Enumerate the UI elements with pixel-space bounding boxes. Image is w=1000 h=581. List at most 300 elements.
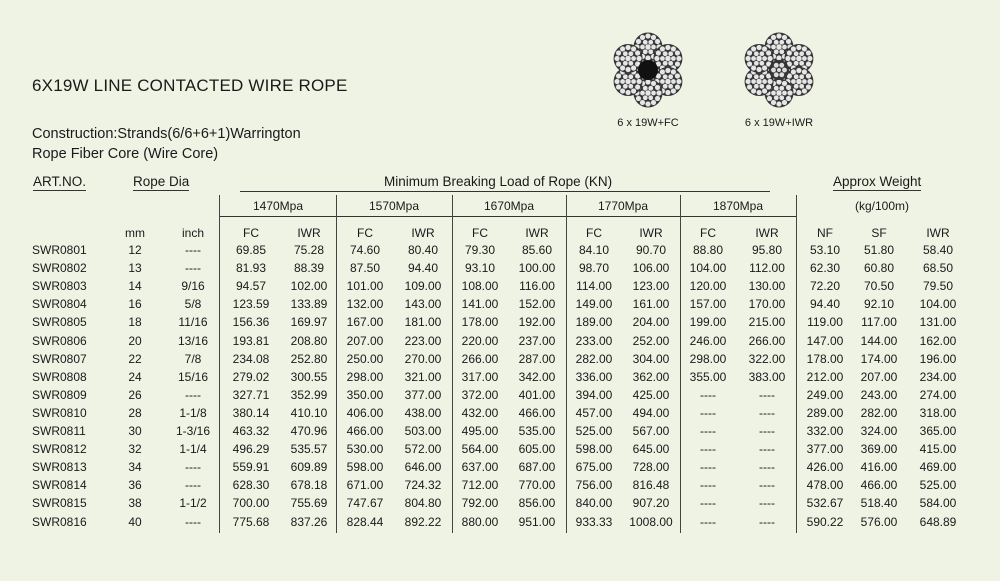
table-cell: 609.89 — [290, 460, 328, 475]
table-cell: 324.00 — [860, 424, 898, 438]
table-cell: 535.57 — [290, 442, 328, 457]
table-cell: 525.00 — [575, 424, 613, 438]
table-cell: 15/16 — [177, 369, 209, 384]
table-cell: 362.00 — [632, 369, 670, 384]
table-row — [0, 388, 1000, 406]
table-cell: 559.91 — [232, 460, 270, 475]
table-cell: 36 — [128, 478, 142, 493]
table-cell: 828.44 — [346, 514, 384, 529]
table-cell: 20 — [128, 333, 142, 348]
table-cell: 220.00 — [461, 333, 499, 348]
table-cell: ---- — [700, 405, 716, 420]
art-no-header: ART.NO. — [33, 174, 87, 189]
mm-column-header: mm — [125, 226, 145, 240]
table-cell: 69.85 — [235, 243, 267, 257]
table-cell: 14 — [128, 279, 142, 294]
fc-1670-header: FC — [472, 226, 488, 240]
table-cell: 907.20 — [632, 496, 670, 511]
table-cell: 383.00 — [748, 369, 786, 384]
table-cell: ---- — [185, 460, 201, 475]
table-cell: 237.00 — [518, 333, 556, 348]
table-cell: 332.00 — [806, 424, 844, 438]
table-cell: 109.00 — [404, 279, 442, 294]
table-cell: 350.00 — [346, 387, 384, 402]
table-cell: 394.00 — [575, 387, 613, 402]
table-cell: ---- — [700, 442, 716, 457]
table-cell: 355.00 — [689, 369, 727, 384]
table-cell: 518.40 — [860, 496, 898, 511]
table-cell: 74.60 — [349, 243, 381, 257]
table-cell: 169.97 — [290, 315, 328, 330]
table-cell: 28 — [128, 405, 142, 420]
inch-column-header: inch — [181, 226, 204, 240]
table-cell: 352.99 — [290, 387, 328, 402]
table-cell: 68.50 — [922, 261, 954, 276]
table-cell: 298.00 — [346, 369, 384, 384]
grade-underline — [220, 216, 796, 217]
table-cell: 503.00 — [404, 424, 442, 438]
table-cell: ---- — [759, 442, 775, 457]
table-cell: 590.22 — [806, 514, 844, 529]
table-cell: 377.00 — [806, 442, 844, 457]
table-cell: 530.00 — [346, 442, 384, 457]
table-row — [0, 279, 1000, 297]
table-row — [0, 496, 1000, 514]
table-cell: 496.29 — [232, 442, 270, 457]
table-cell: 755.69 — [290, 496, 328, 511]
table-cell: 415.00 — [919, 442, 957, 457]
fc-1470-header: FC — [243, 226, 259, 240]
table-cell: 147.00 — [806, 333, 844, 348]
table-cell: SWR0813 — [32, 460, 87, 475]
table-cell: ---- — [759, 460, 775, 475]
table-cell: 62.30 — [809, 261, 841, 276]
table-cell: 406.00 — [346, 405, 384, 420]
table-cell: ---- — [700, 460, 716, 475]
table-cell: 133.89 — [290, 297, 328, 312]
table-cell: SWR0815 — [32, 496, 87, 511]
table-row — [0, 460, 1000, 478]
figure-caption: 6 x 19W+FC — [617, 117, 679, 129]
table-cell: SWR0814 — [32, 478, 87, 493]
table-cell: 933.33 — [575, 514, 613, 529]
table-cell: 144.00 — [860, 333, 898, 348]
table-cell: 123.00 — [632, 279, 670, 294]
table-cell: 7/8 — [184, 351, 202, 366]
table-cell: 700.00 — [232, 496, 270, 511]
table-row — [0, 334, 1000, 352]
table-cell: 365.00 — [919, 424, 957, 438]
table-cell: 13 — [128, 261, 142, 276]
table-cell: 12 — [128, 243, 142, 257]
table-cell: 532.67 — [806, 496, 844, 511]
table-cell: 478.00 — [806, 478, 844, 493]
table-cell: 204.00 — [632, 315, 670, 330]
table-cell: 16 — [128, 297, 142, 312]
table-cell: 724.32 — [404, 478, 442, 493]
table-cell: 327.71 — [232, 387, 270, 402]
table-cell: 85.60 — [521, 243, 553, 257]
table-cell: SWR0812 — [32, 442, 87, 457]
table-cell: ---- — [759, 478, 775, 493]
figure-caption: 6 x 19W+IWR — [744, 117, 814, 129]
table-cell: 856.00 — [518, 496, 556, 511]
wire-rope-wire-core-icon — [741, 32, 817, 108]
table-cell: SWR0804 — [32, 297, 87, 312]
table-cell: 321.00 — [404, 369, 442, 384]
table-cell: 102.00 — [290, 279, 328, 294]
table-cell: 207.00 — [860, 369, 898, 384]
table-cell: 18 — [128, 315, 142, 330]
table-cell: 1-1/4 — [179, 442, 207, 457]
grade-1470: 1470Mpa — [252, 199, 304, 213]
table-cell: 215.00 — [748, 315, 786, 330]
construction-description — [32, 124, 301, 164]
table-cell: 70.50 — [863, 279, 895, 294]
table-cell: 249.00 — [806, 387, 844, 402]
table-cell: 605.00 — [518, 442, 556, 457]
table-cell: 72.20 — [809, 279, 841, 294]
table-cell: SWR0816 — [32, 514, 87, 529]
table-cell: 1-1/2 — [179, 496, 207, 511]
table-cell: 117.00 — [861, 315, 897, 330]
table-cell: 162.00 — [919, 333, 957, 348]
table-cell: 336.00 — [575, 369, 613, 384]
table-cell: 9/16 — [181, 279, 205, 294]
table-cell: 24 — [128, 369, 142, 384]
table-cell: 104.00 — [919, 297, 957, 312]
table-cell: 93.10 — [464, 261, 496, 276]
table-cell: 678.18 — [290, 478, 328, 493]
table-cell: 156.36 — [232, 315, 270, 330]
table-cell: 88.80 — [692, 243, 724, 257]
table-cell: ---- — [700, 514, 716, 529]
table-cell: 79.30 — [464, 243, 496, 257]
table-cell: 112.00 — [749, 261, 785, 276]
table-row — [0, 243, 1000, 261]
table-cell: 252.00 — [632, 333, 670, 348]
table-cell: 98.70 — [578, 261, 610, 276]
table-cell: ---- — [759, 424, 775, 438]
sf-weight-header: SF — [871, 226, 887, 240]
table-cell: 161.00 — [632, 297, 670, 312]
table-cell: 84.10 — [578, 243, 610, 257]
table-row — [0, 370, 1000, 388]
table-cell: 34 — [128, 460, 142, 475]
table-cell: 494.00 — [632, 405, 670, 420]
grade-1770: 1770Mpa — [597, 199, 649, 213]
table-cell: ---- — [185, 261, 201, 276]
table-cell: 11/16 — [178, 315, 208, 330]
table-row — [0, 515, 1000, 533]
table-cell: 728.00 — [632, 460, 670, 475]
table-cell: 463.32 — [232, 424, 270, 438]
table-cell: 675.00 — [575, 460, 613, 475]
iwr-1470-header: IWR — [297, 226, 321, 240]
table-cell: 756.00 — [575, 478, 613, 493]
table-cell: 178.00 — [461, 315, 499, 330]
table-cell: 22 — [128, 351, 142, 366]
fc-1570-header: FC — [357, 226, 373, 240]
table-cell: 123.59 — [232, 297, 270, 312]
table-cell: ---- — [700, 478, 716, 493]
page-title: 6X19W LINE CONTACTED WIRE ROPE — [32, 76, 348, 95]
table-cell: 207.00 — [346, 333, 384, 348]
table-cell: 38 — [128, 496, 142, 511]
table-cell: 189.00 — [575, 315, 613, 330]
table-cell: 92.10 — [863, 297, 895, 312]
table-cell: ---- — [185, 514, 201, 529]
breaking-load-header: Minimum Breaking Load of Rope (KN) — [384, 174, 613, 189]
table-cell: 157.00 — [689, 297, 727, 312]
table-cell: 317.00 — [461, 369, 499, 384]
table-cell: ---- — [185, 478, 201, 493]
table-cell: 438.00 — [404, 405, 442, 420]
table-cell: 193.81 — [232, 333, 270, 348]
iwr-1770-header: IWR — [639, 226, 663, 240]
table-cell: 94.57 — [235, 279, 267, 294]
table-cell: 143.00 — [404, 297, 442, 312]
table-row — [0, 424, 1000, 442]
table-cell: 775.68 — [232, 514, 270, 529]
table-cell: SWR0806 — [32, 333, 87, 348]
table-cell: 416.00 — [860, 460, 898, 475]
table-cell: SWR0811 — [32, 424, 86, 438]
table-cell: 369.00 — [860, 442, 898, 457]
table-cell: 584.00 — [919, 496, 957, 511]
table-cell: 212.00 — [806, 369, 844, 384]
table-cell: 804.80 — [404, 496, 442, 511]
grade-1570: 1570Mpa — [368, 199, 420, 213]
table-cell: 250.00 — [346, 351, 384, 366]
table-cell: 951.00 — [518, 514, 556, 529]
table-cell: 90.70 — [635, 243, 667, 257]
table-row — [0, 478, 1000, 496]
table-cell: 318.00 — [919, 405, 957, 420]
table-cell: ---- — [759, 514, 775, 529]
table-cell: 880.00 — [461, 514, 499, 529]
table-cell: 120.00 — [689, 279, 727, 294]
table-row — [0, 352, 1000, 370]
table-cell: 132.00 — [346, 297, 384, 312]
table-cell: 40 — [128, 514, 142, 529]
table-cell: 648.89 — [919, 514, 957, 529]
table-cell: SWR0809 — [32, 387, 87, 402]
table-cell: 289.00 — [806, 405, 844, 420]
table-cell: 30 — [128, 424, 142, 438]
breaking-load-underline — [240, 191, 770, 192]
table-cell: SWR0801 — [32, 243, 87, 257]
table-cell: 300.55 — [290, 369, 328, 384]
table-cell: 270.00 — [404, 351, 442, 366]
nf-weight-header: NF — [817, 226, 833, 240]
table-cell: 5/8 — [184, 297, 202, 312]
table-cell: 53.10 — [809, 243, 841, 257]
table-cell: 81.93 — [235, 261, 267, 276]
fc-1770-header: FC — [586, 226, 602, 240]
table-cell: 645.00 — [632, 442, 670, 457]
table-cell: 87.50 — [349, 261, 381, 276]
table-cell: 282.00 — [860, 405, 898, 420]
table-cell: SWR0807 — [32, 351, 87, 366]
table-cell: 426.00 — [806, 460, 844, 475]
fc-1870-header: FC — [700, 226, 716, 240]
table-cell: 170.00 — [748, 297, 786, 312]
table-cell: ---- — [759, 405, 775, 420]
table-cell: 466.00 — [860, 478, 898, 493]
wire-rope-fiber-core-icon — [610, 32, 686, 108]
table-cell: 598.00 — [346, 460, 384, 475]
table-cell: 181.00 — [404, 315, 442, 330]
table-cell: 75.28 — [293, 243, 325, 257]
table-cell: 457.00 — [575, 405, 613, 420]
table-cell: 208.80 — [290, 333, 328, 348]
table-cell: SWR0803 — [32, 279, 87, 294]
table-cell: 233.00 — [575, 333, 613, 348]
table-cell: 279.02 — [232, 369, 270, 384]
table-cell: ---- — [185, 387, 201, 402]
table-cell: 104.00 — [689, 261, 727, 276]
table-cell: 377.00 — [404, 387, 442, 402]
table-cell: 246.00 — [689, 333, 727, 348]
table-cell: 567.00 — [632, 424, 670, 438]
table-cell: 671.00 — [346, 478, 384, 493]
table-cell: 525.00 — [919, 478, 957, 493]
table-cell: SWR0805 — [32, 315, 87, 330]
table-cell: 149.00 — [575, 297, 613, 312]
table-cell: 95.80 — [751, 243, 783, 257]
table-cell: 598.00 — [575, 442, 613, 457]
table-cell: 425.00 — [632, 387, 670, 402]
table-cell: 770.00 — [518, 478, 556, 493]
table-cell: 410.10 — [290, 405, 328, 420]
table-cell: 892.22 — [404, 514, 442, 529]
table-row — [0, 406, 1000, 424]
table-cell: 167.00 — [346, 315, 384, 330]
table-cell: 816.48 — [632, 478, 670, 493]
table-cell: 199.00 — [689, 315, 727, 330]
table-cell: 298.00 — [689, 351, 727, 366]
table-cell: 576.00 — [860, 514, 898, 529]
table-cell: 80.40 — [407, 243, 439, 257]
table-cell: 234.08 — [232, 351, 270, 366]
table-cell: 266.00 — [748, 333, 786, 348]
core-line: Rope Fiber Core (Wire Core) — [32, 146, 219, 162]
table-cell: 712.00 — [461, 478, 499, 493]
iwr-1570-header: IWR — [411, 226, 435, 240]
table-cell: 94.40 — [407, 261, 439, 276]
table-cell: 32 — [128, 442, 142, 457]
table-cell: 466.00 — [346, 424, 384, 438]
table-cell: 223.00 — [404, 333, 442, 348]
approx-weight-header: Approx Weight — [833, 174, 922, 189]
table-cell: 372.00 — [461, 387, 499, 402]
table-cell: 1-3/16 — [175, 424, 211, 438]
table-cell: ---- — [759, 496, 775, 511]
iwr-weight-header: IWR — [926, 226, 950, 240]
table-cell: 322.00 — [748, 351, 786, 366]
table-cell: 792.00 — [461, 496, 499, 511]
table-cell: ---- — [185, 243, 201, 257]
table-row — [0, 315, 1000, 333]
table-cell: ---- — [700, 424, 716, 438]
weight-unit: (kg/100m) — [854, 199, 910, 213]
table-cell: 174.00 — [860, 351, 898, 366]
table-cell: 252.80 — [290, 351, 328, 366]
table-cell: 304.00 — [632, 351, 670, 366]
table-cell: 470.96 — [290, 424, 328, 438]
table-cell: 101.00 — [346, 279, 384, 294]
construction-line: Construction:Strands(6/6+6+1)Warrington — [32, 126, 301, 142]
grade-1870: 1870Mpa — [712, 199, 764, 213]
table-cell: 106.00 — [632, 261, 670, 276]
table-cell: 637.00 — [461, 460, 499, 475]
table-cell: ---- — [700, 387, 716, 402]
table-cell: 628.30 — [232, 478, 270, 493]
table-cell: 266.00 — [461, 351, 499, 366]
iwr-1670-header: IWR — [525, 226, 549, 240]
table-cell: 687.00 — [518, 460, 556, 475]
table-cell: 342.00 — [518, 369, 556, 384]
table-cell: SWR0810 — [32, 405, 87, 420]
rope-dia-header: Rope Dia — [133, 174, 190, 189]
table-cell: 466.00 — [518, 405, 556, 420]
table-cell: 234.00 — [919, 369, 957, 384]
rope-figure-iwr — [736, 32, 822, 129]
table-cell: 535.00 — [518, 424, 556, 438]
table-cell: 79.50 — [922, 279, 954, 294]
table-cell: 152.00 — [518, 297, 556, 312]
table-cell: 141.00 — [461, 297, 499, 312]
table-cell: 116.00 — [519, 279, 555, 294]
table-cell: 114.00 — [576, 279, 612, 294]
table-cell: ---- — [759, 387, 775, 402]
table-cell: 130.00 — [748, 279, 786, 294]
table-cell: 274.00 — [919, 387, 957, 402]
table-cell: 119.00 — [807, 315, 843, 330]
table-cell: 564.00 — [461, 442, 499, 457]
grade-1670: 1670Mpa — [483, 199, 535, 213]
table-cell: 432.00 — [461, 405, 499, 420]
table-cell: 572.00 — [404, 442, 442, 457]
table-row — [0, 261, 1000, 279]
table-row — [0, 442, 1000, 460]
table-cell: 747.67 — [346, 496, 384, 511]
table-cell: 282.00 — [575, 351, 613, 366]
table-cell: 26 — [128, 387, 142, 402]
table-cell: 60.80 — [863, 261, 895, 276]
table-cell: 100.00 — [518, 261, 556, 276]
table-cell: 837.26 — [290, 514, 328, 529]
table-cell: 192.00 — [518, 315, 556, 330]
table-cell: 469.00 — [919, 460, 957, 475]
table-cell: 840.00 — [575, 496, 613, 511]
table-cell: 1-1/8 — [179, 405, 207, 420]
table-cell: 94.40 — [809, 297, 841, 312]
table-cell: 243.00 — [860, 387, 898, 402]
table-cell: ---- — [700, 496, 716, 511]
table-cell: SWR0808 — [32, 369, 87, 384]
table-cell: 88.39 — [293, 261, 325, 276]
table-cell: 495.00 — [461, 424, 499, 438]
table-cell: 13/16 — [177, 333, 209, 348]
table-cell: 1008.00 — [629, 514, 673, 529]
table-cell: 196.00 — [919, 351, 957, 366]
table-row — [0, 297, 1000, 315]
table-cell: 380.14 — [232, 405, 270, 420]
table-cell: 131.00 — [919, 315, 957, 330]
table-cell: 178.00 — [806, 351, 844, 366]
